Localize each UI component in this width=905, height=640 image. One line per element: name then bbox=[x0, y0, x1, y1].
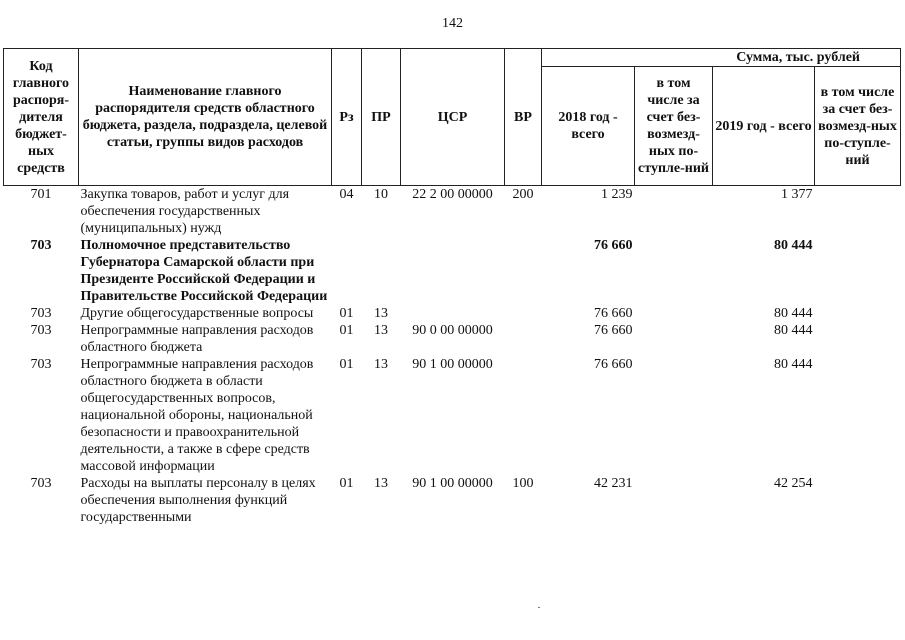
table-row bbox=[4, 475, 901, 526]
cell-pr: 13 bbox=[374, 306, 388, 321]
cell-vr: 200 bbox=[512, 187, 534, 202]
header-2018-free: в том числе за счет без-возмезд-ных по-ступле-ний bbox=[635, 67, 713, 186]
cell-vr bbox=[505, 356, 542, 475]
cell-name: Непрограммные направления расходов областного бюджета в области общегосударственных вопросов, национальной обороны, национальной безопасности и правоохранительной деятельности, а также в сфере средств массовой информации bbox=[80, 357, 314, 474]
cell-name: Полномочное представительство Губернатора Самарской области при Президенте Российской Федерации и Правительстве Российской Федерации bbox=[80, 238, 328, 304]
header-rz: Рз bbox=[332, 49, 362, 186]
cell-2019-total: 80 444 bbox=[774, 306, 813, 321]
cell-2019-total: 1 377 bbox=[781, 187, 813, 202]
cell-pr bbox=[362, 237, 401, 305]
cell-csr: 90 1 00 00000 bbox=[412, 357, 493, 372]
header-2019-total: 2019 год - всего bbox=[713, 67, 815, 186]
cell-2019-free bbox=[815, 322, 901, 356]
cell-2018-free bbox=[635, 475, 713, 526]
cell-name: Другие общегосударственные вопросы bbox=[80, 306, 314, 321]
cell-2018-free bbox=[635, 305, 713, 322]
table-row bbox=[4, 356, 901, 475]
cell-2019-free bbox=[815, 237, 901, 305]
cell-rz bbox=[332, 237, 362, 305]
cell-pr: 10 bbox=[374, 187, 388, 202]
cell-2018-free bbox=[635, 186, 713, 238]
cell-2019-total: 80 444 bbox=[774, 238, 813, 253]
table-row bbox=[4, 322, 901, 356]
cell-2019-total: 80 444 bbox=[774, 323, 813, 338]
cell-rz: 01 bbox=[339, 323, 354, 338]
cell-2018-total: 1 239 bbox=[601, 187, 633, 202]
cell-name: Закупка товаров, работ и услуг для обеспечения государственных (муниципальных) нужд bbox=[80, 187, 290, 236]
cell-2018-total: 42 231 bbox=[594, 476, 633, 491]
cell-2019-free bbox=[815, 475, 901, 526]
table-body bbox=[4, 186, 901, 527]
header-code: Код главного распоря-дителя бюджет-ных средств bbox=[4, 49, 79, 186]
cell-rz: 04 bbox=[339, 187, 354, 202]
cell-name: Расходы на выплаты персоналу в целях обеспечения выполнения функций государственными bbox=[80, 476, 316, 525]
scan-speck bbox=[538, 607, 540, 608]
cell-2019-total: 80 444 bbox=[774, 357, 813, 372]
cell-csr: 90 0 00 00000 bbox=[412, 323, 493, 338]
header-2018-total: 2018 год - всего bbox=[542, 67, 635, 186]
cell-csr: 22 2 00 00000 bbox=[412, 187, 493, 202]
page-number: 142 bbox=[442, 16, 463, 31]
cell-vr bbox=[505, 305, 542, 322]
cell-2018-total: 76 660 bbox=[594, 306, 633, 321]
cell-2018-free bbox=[635, 356, 713, 475]
cell-2018-total: 76 660 bbox=[594, 357, 633, 372]
cell-2018-total: 76 660 bbox=[594, 238, 633, 253]
cell-code: 703 bbox=[30, 323, 52, 338]
cell-2019-free bbox=[815, 356, 901, 475]
cell-code: 701 bbox=[30, 187, 52, 202]
table-row bbox=[4, 237, 901, 305]
cell-name: Непрограммные направления расходов областного бюджета bbox=[80, 323, 314, 355]
header-name: Наименование главного распорядителя средств областного бюджета, раздела, подраздела, целевой статьи, группы видов расходов bbox=[79, 49, 332, 186]
cell-pr: 13 bbox=[374, 357, 388, 372]
header-vr: ВР bbox=[505, 49, 542, 186]
header-2019-free: в том числе за счет без-возмезд-ных по-ступле-ний bbox=[815, 67, 901, 186]
cell-2018-total: 76 660 bbox=[594, 323, 633, 338]
cell-csr: 90 1 00 00000 bbox=[412, 476, 493, 491]
cell-vr bbox=[505, 237, 542, 305]
header-pr: ПР bbox=[362, 49, 401, 186]
cell-rz: 01 bbox=[339, 357, 354, 372]
cell-vr bbox=[505, 322, 542, 356]
cell-code: 703 bbox=[30, 476, 52, 491]
cell-2019-total: 42 254 bbox=[774, 476, 813, 491]
cell-2018-free bbox=[635, 322, 713, 356]
cell-2018-free bbox=[635, 237, 713, 305]
cell-2019-free bbox=[815, 305, 901, 322]
cell-rz: 01 bbox=[339, 476, 354, 491]
cell-vr: 100 bbox=[512, 476, 534, 491]
cell-rz: 01 bbox=[339, 306, 354, 321]
table-row bbox=[4, 186, 901, 238]
cell-code: 703 bbox=[30, 306, 52, 321]
cell-code: 703 bbox=[30, 357, 52, 372]
cell-csr bbox=[401, 305, 505, 322]
cell-pr: 13 bbox=[374, 323, 388, 338]
cell-pr: 13 bbox=[374, 476, 388, 491]
header-sum-group: Сумма, тыс. рублей bbox=[542, 49, 901, 67]
header-csr: ЦСР bbox=[401, 49, 505, 186]
cell-code: 703 bbox=[30, 238, 52, 253]
cell-2019-free bbox=[815, 186, 901, 238]
budget-table bbox=[3, 48, 901, 526]
cell-csr bbox=[401, 237, 505, 305]
table-row bbox=[4, 305, 901, 322]
